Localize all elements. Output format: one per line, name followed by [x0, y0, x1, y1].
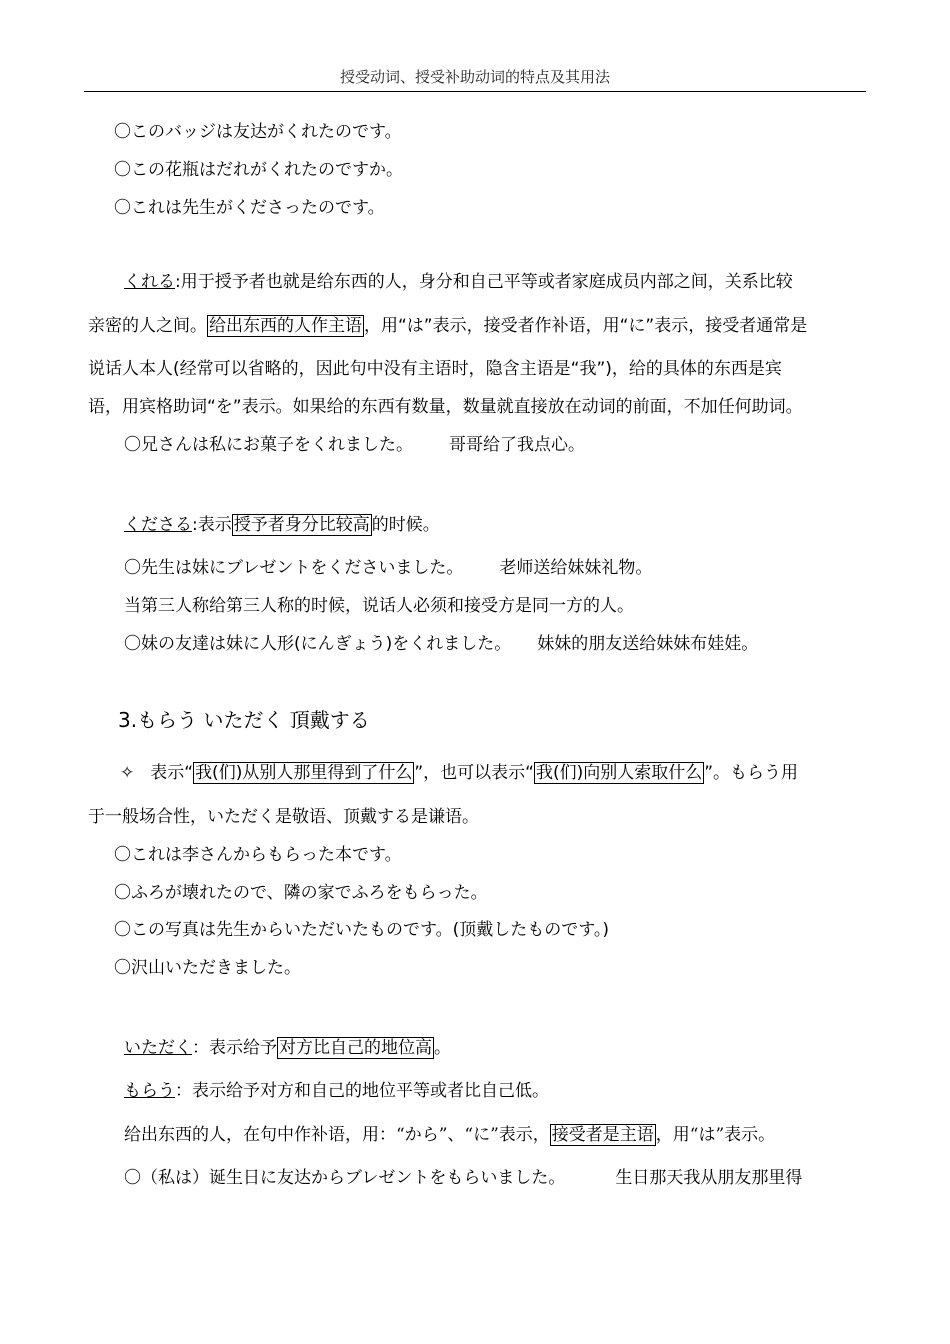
giver-text-b: ，用“は”表示。 — [655, 1125, 776, 1145]
kureru-paragraph-line-2 — [88, 315, 807, 337]
kureru-paragraph-line-4: 语，用宾格助词“を”表示。如果给的东西有数量，数量就直接放在动词的前面，不加任何助词。 — [88, 397, 803, 417]
kudasaru-definition — [124, 514, 440, 536]
boxed-phrase: 给出东西的人作主语 — [209, 316, 362, 336]
morau-definition — [124, 1080, 549, 1102]
example-line: 〇これは李さんからもらった本です。 — [114, 845, 402, 865]
example-line: 〇この写真は先生からいただいたものです。(顶戴したものです。) — [114, 920, 610, 940]
example-line: 〇沢山いただきました。 — [114, 958, 301, 978]
page-header-title: 授受动词、授受补助动词的特点及其用法 — [339, 68, 610, 86]
kureru-desc-1: :用于授予者也就是给东西的人，身分和自己平等或者家庭成员内部之间，关系比较 — [175, 272, 793, 292]
itadaku-definition — [124, 1037, 451, 1059]
kureru-example — [124, 434, 585, 456]
giver-text-a: 给出东西的人，在句中作补语，用：“から”、“に”表示， — [124, 1125, 550, 1145]
intro-text-b: ”，也可以表示“ — [414, 763, 534, 783]
header-rule — [84, 91, 866, 92]
kureru-paragraph-line-1 — [124, 271, 793, 293]
example-chinese: 生日那天我从朋友那里得 — [615, 1168, 803, 1188]
morau-term: もらう — [124, 1081, 175, 1101]
kureru-desc-2a: 亲密的人之间。 — [88, 316, 207, 336]
kudasaru-desc-a: :表示 — [192, 515, 232, 535]
example-japanese: 〇先生は妹にブレゼントをくださいました。 — [124, 558, 464, 578]
example-japanese: 〇（私は）诞生日に友达からブレゼントをもらいました。 — [124, 1168, 566, 1188]
boxed-phrase: 接受者是主语 — [551, 1125, 654, 1145]
section-3-intro-line-2: 于一般场合性，いただく是敬语、顶戴する是谦语。 — [88, 807, 479, 827]
example-japanese: 〇妹の友達は妹に人形(にんぎょう)をくれました。 — [124, 634, 512, 654]
intro-text-c: ”。もらう用 — [704, 763, 799, 783]
kudasaru-example-1 — [124, 557, 652, 579]
kureru-paragraph-line-3: 说话人本人(经常可以省略的，因此句中没有主语时，隐含主语是“我”)，给的具体的东西是宾 — [88, 359, 782, 379]
diamond-bullet-icon: ✧ — [120, 763, 135, 783]
morau-desc: ：表示给予对方和自己的地位平等或者比自己低。 — [175, 1081, 549, 1101]
kudasaru-desc-b: 的时候。 — [371, 515, 440, 535]
kureru-term: くれる — [124, 272, 175, 292]
boxed-phrase: 对方比自己的地位高 — [279, 1038, 432, 1058]
example-japanese: 〇兄さんは私にお菓子をくれました。 — [124, 435, 413, 455]
itadaku-desc-a: ：表示给予 — [192, 1038, 277, 1058]
intro-text-a: 表示“ — [150, 763, 194, 783]
example-chinese: 妹妹的朋友送给妹妹布娃娃。 — [537, 634, 759, 654]
itadaku-term: いただく — [124, 1038, 192, 1058]
example-line: 〇このバッジは友达がくれたのです。 — [114, 122, 402, 142]
example-line: 〇この花瓶はだれがくれたのですか。 — [114, 160, 403, 180]
boxed-phrase: 我(们)从别人那里得到了什么 — [195, 763, 413, 783]
last-example — [124, 1167, 802, 1189]
example-chinese: 老师送给妹妹礼物。 — [499, 558, 653, 578]
example-line: 〇ふろが壊れたので、隣の家でふろをもらった。 — [114, 883, 488, 903]
example-chinese: 哥哥给了我点心。 — [449, 435, 585, 455]
section-3-heading: 3.もらう いただく 頂戴する — [118, 708, 370, 732]
itadaku-desc-b: 。 — [434, 1038, 451, 1058]
example-line: 〇これは先生がくださったのです。 — [114, 198, 385, 218]
section-3-intro-line-1 — [120, 762, 798, 784]
kudasaru-example-2 — [124, 633, 758, 655]
kureru-desc-2b: ，用“は”表示，接受者作补语，用“に”表示，接受者通常是 — [364, 316, 808, 336]
boxed-phrase: 我(们)向别人索取什么 — [535, 763, 703, 783]
kudasaru-term: くださる — [124, 515, 192, 535]
boxed-phrase: 授予者身分比较高 — [233, 515, 370, 535]
kudasaru-note: 当第三人称给第三人称的时候，说话人必须和接受方是同一方的人。 — [124, 596, 634, 616]
giver-rule — [124, 1124, 775, 1146]
